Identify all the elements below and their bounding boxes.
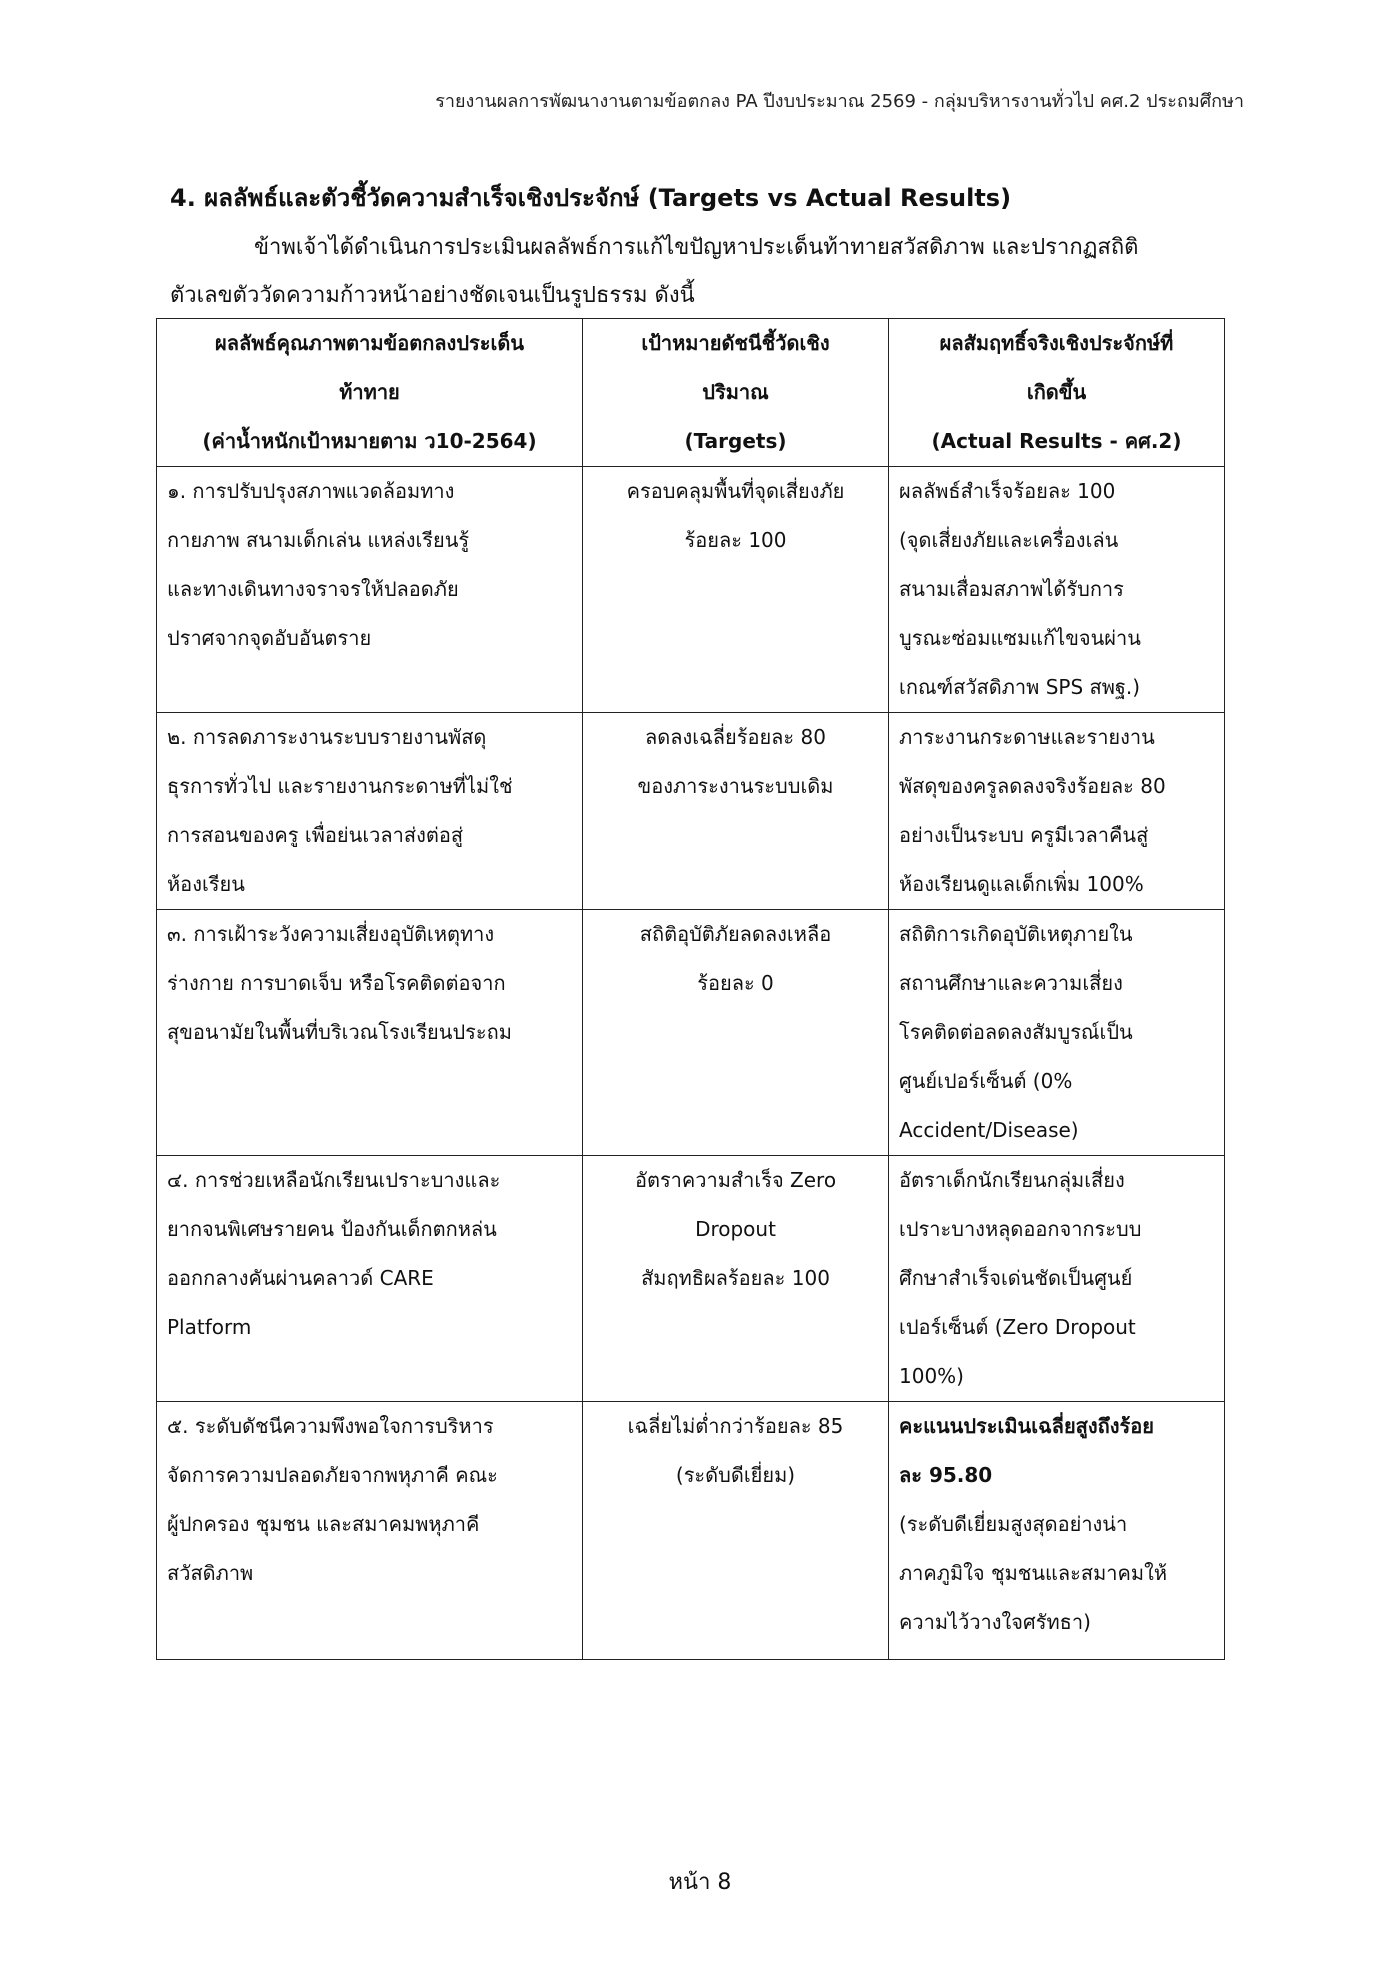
table-row xyxy=(157,1402,1225,1660)
section-title: 4. ผลลัพธ์และตัวชี้วัดความสำเร็จเชิงประจักษ์ (Targets vs Actual Results) xyxy=(170,184,1012,212)
target-cell: สถิติอุบัติภัยลดลงเหลือ ร้อยละ 0 xyxy=(583,910,889,1156)
highlight-score: ละ 95.80 xyxy=(899,1463,993,1487)
actual-cell: คะแนนประเมินเฉลี่ยสูงถึงร้อย ละ 95.80 (ระดับดีเยี่ยมสูงสุดอย่างน่า ภาคภูมิใจ ชุมชนและสมาคมให้ ความไว้วางใจศรัทธา) xyxy=(889,1402,1225,1660)
table-row xyxy=(157,713,1225,910)
target-cell: ลดลงเฉลี่ยร้อยละ 80 ของภาระงานระบบเดิม xyxy=(583,713,889,910)
target-cell: ครอบคลุมพื้นที่จุดเสี่ยงภัย ร้อยละ 100 xyxy=(583,467,889,713)
actual-cell: สถิติการเกิดอุบัติเหตุภายใน สถานศึกษาและความเสี่ยง โรคติดต่อลดลงสัมบูรณ์เป็น ศูนย์เปอร์เซ็นต์ (0% Accident/Disease) xyxy=(889,910,1225,1156)
highlight-score: คะแนนประเมินเฉลี่ยสูงถึงร้อย xyxy=(899,1414,1154,1438)
table-row xyxy=(157,1156,1225,1402)
target-cell: เฉลี่ยไม่ต่ำกว่าร้อยละ 85 (ระดับดีเยี่ยม) xyxy=(583,1402,889,1660)
table-row xyxy=(157,467,1225,713)
header-actual: ผลสัมฤทธิ์จริงเชิงประจักษ์ที่ เกิดขึ้น (Actual Results - คศ.2) xyxy=(889,319,1225,467)
target-cell: อัตราความสำเร็จ Zero Dropout สัมฤทธิผลร้อยละ 100 xyxy=(583,1156,889,1402)
actual-cell: อัตราเด็กนักเรียนกลุ่มเสี่ยง เปราะบางหลุดออกจากระบบ ศึกษาสำเร็จเด่นชัดเป็นศูนย์ เปอร์เซ็นต์ (Zero Dropout 100%) xyxy=(889,1156,1225,1402)
outcome-cell: ๒. การลดภาระงานระบบรายงานพัสดุ ธุรการทั่วไป และรายงานกระดาษที่ไม่ใช่ การสอนของครู เพื่อย่นเวลาส่งต่อสู่ ห้องเรียน xyxy=(157,713,583,910)
outcome-cell: ๔. การช่วยเหลือนักเรียนเปราะบางและ ยากจนพิเศษรายคน ป้องกันเด็กตกหล่น ออกกลางคันผ่านคลาวด์ CARE Platform xyxy=(157,1156,583,1402)
outcome-cell: ๓. การเฝ้าระวังความเสี่ยงอุบัติเหตุทาง ร่างกาย การบาดเจ็บ หรือโรคติดต่อจาก สุขอนามัยในพื้นที่บริเวณโรงเรียนประถม xyxy=(157,910,583,1156)
outcome-cell: ๑. การปรับปรุงสภาพแวดล้อมทาง กายภาพ สนามเด็กเล่น แหล่งเรียนรู้ และทางเดินทางจราจรให้ปลอดภัย ปราศจากจุดอับอันตราย xyxy=(157,467,583,713)
table-row xyxy=(157,910,1225,1156)
outcome-cell: ๕. ระดับดัชนีความพึงพอใจการบริหาร จัดการความปลอดภัยจากพหุภาคี คณะ ผู้ปกครอง ชุมชน และสมาคมพหุภาคี สวัสดิภาพ xyxy=(157,1402,583,1660)
header-target: เป้าหมายดัชนีชี้วัดเชิง ปริมาณ (Targets) xyxy=(583,319,889,467)
intro-paragraph xyxy=(170,224,1230,320)
actual-cell: ผลลัพธ์สำเร็จร้อยละ 100 (จุดเสี่ยงภัยและเครื่องเล่น สนามเสื่อมสภาพได้รับการ บูรณะซ่อมแซมแก้ไขจนผ่าน เกณฑ์สวัสดิภาพ SPS สพฐ.) xyxy=(889,467,1225,713)
intro-line: ตัวเลขตัววัดความก้าวหน้าอย่างชัดเจนเป็นรูปธรรม ดังนี้ xyxy=(170,283,695,308)
header-outcome: ผลลัพธ์คุณภาพตามข้อตกลงประเด็น ท้าทาย (ค่าน้ำหนักเป้าหมายตาม ว10-2564) xyxy=(157,319,583,467)
table-header-row xyxy=(157,319,1225,467)
intro-line: ข้าพเจ้าได้ดำเนินการประเมินผลลัพธ์การแก้ไขปัญหาประเด็นท้าทายสวัสดิภาพ และปรากฏสถิติ xyxy=(254,235,1139,260)
results-table xyxy=(156,318,1225,1660)
page-number: หน้า 8 xyxy=(668,1870,732,1895)
running-header: รายงานผลการพัฒนางานตามข้อตกลง PA ปีงบประมาณ 2569 - กลุ่มบริหารงานทั่วไป คศ.2 ประถมศึกษา xyxy=(435,91,1244,112)
actual-cell: ภาระงานกระดาษและรายงาน พัสดุของครูลดลงจริงร้อยละ 80 อย่างเป็นระบบ ครูมีเวลาคืนสู่ ห้องเรียนดูแลเด็กเพิ่ม 100% xyxy=(889,713,1225,910)
